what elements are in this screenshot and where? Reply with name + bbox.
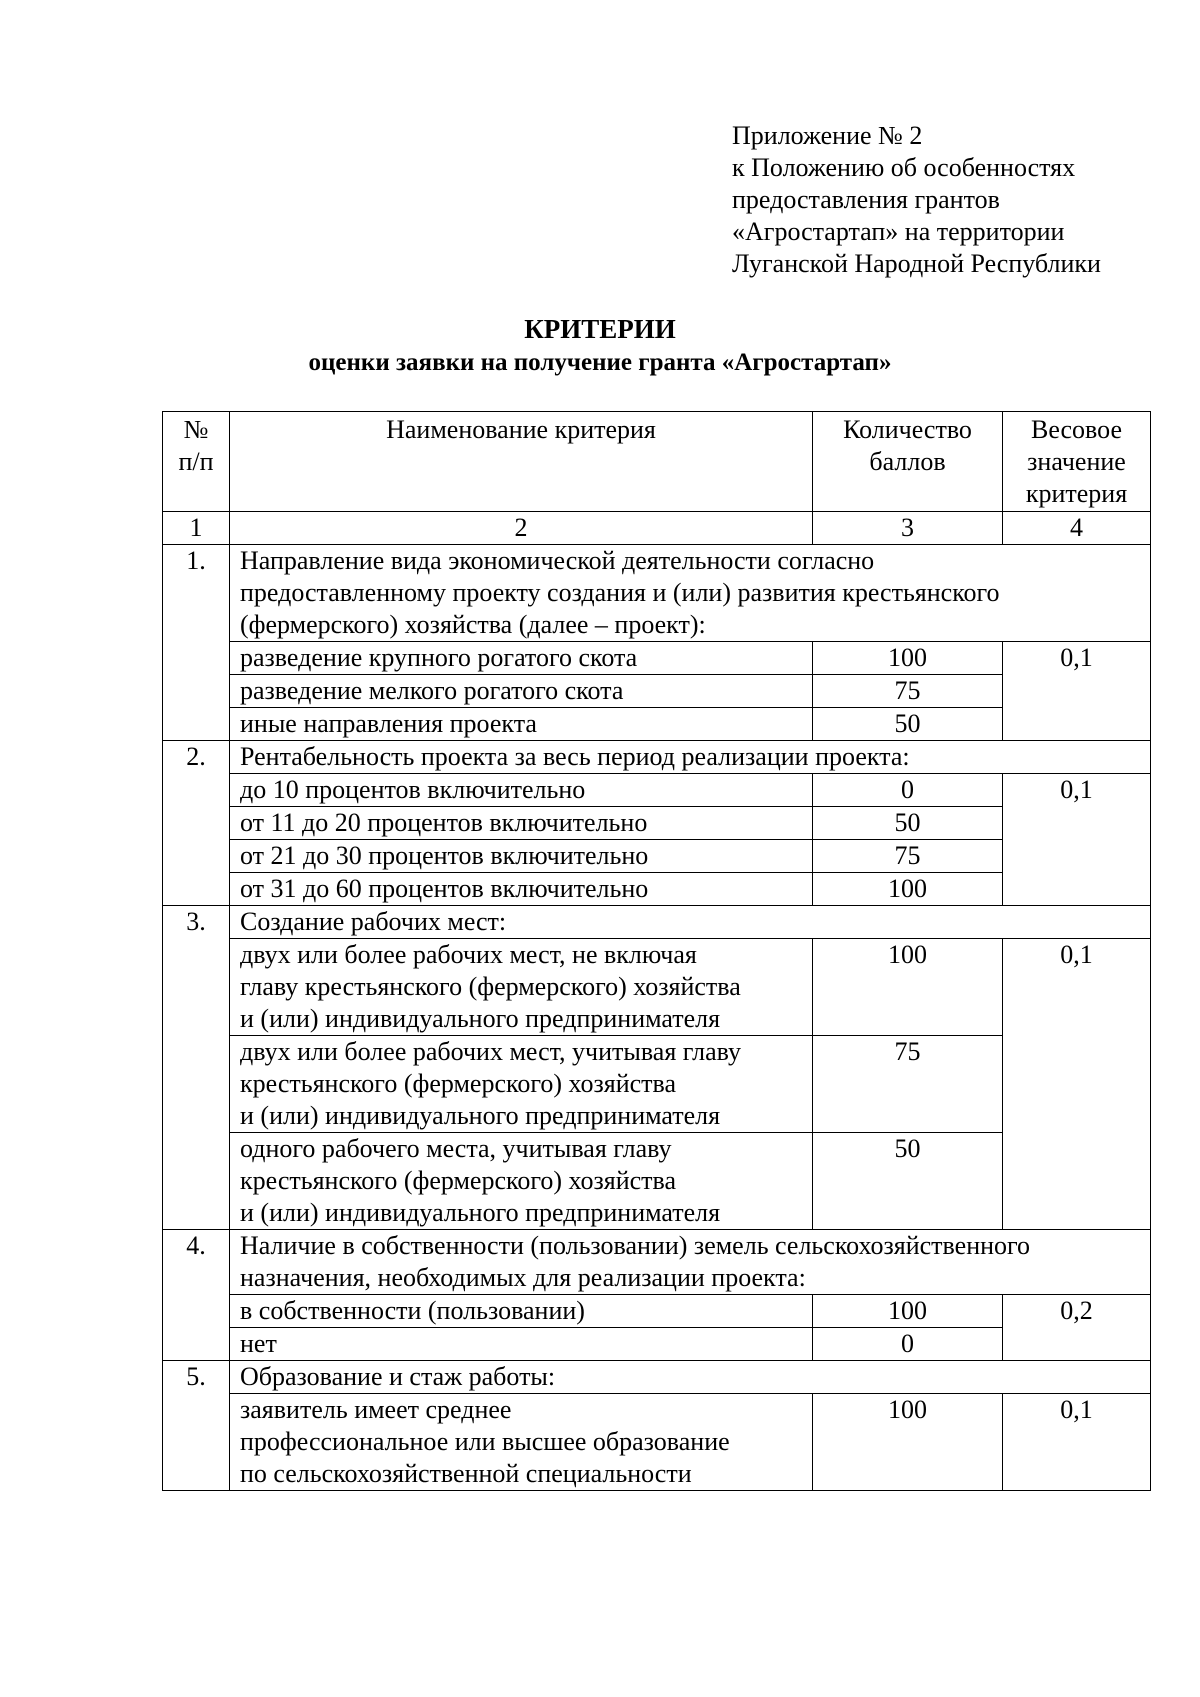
criterion-name	[230, 1394, 813, 1491]
column-number-row	[163, 512, 1151, 545]
section-title	[230, 1361, 1151, 1394]
criterion-points: 75	[813, 675, 1003, 708]
criterion-name-line: одного рабочего места, учитывая главу	[240, 1134, 672, 1163]
criterion-row	[163, 807, 1151, 840]
criterion-name: до 10 процентов включительно	[230, 774, 813, 807]
criterion-row	[163, 642, 1151, 675]
column-number: 1	[163, 512, 230, 545]
criterion-name-line: двух или более рабочих мест, учитывая главу	[240, 1037, 742, 1066]
section-title-line: Образование и стаж работы:	[240, 1362, 556, 1391]
criterion-weight: 0,1	[1003, 1394, 1151, 1491]
criterion-name-line: и (или) индивидуального предпринимателя	[240, 1004, 721, 1033]
criterion-name	[230, 1036, 813, 1133]
criterion-name: разведение крупного рогатого скота	[230, 642, 813, 675]
section-number: 1.	[163, 545, 230, 741]
criterion-name: нет	[230, 1328, 813, 1361]
criterion-points: 0	[813, 1328, 1003, 1361]
criterion-points: 50	[813, 1133, 1003, 1230]
section-title	[230, 906, 1151, 939]
criterion-points: 100	[813, 642, 1003, 675]
criterion-name	[230, 939, 813, 1036]
criterion-points: 75	[813, 840, 1003, 873]
header-name-text: Наименование критерия	[386, 415, 656, 444]
header-num-line: №	[183, 415, 209, 444]
criterion-row	[163, 708, 1151, 741]
section-title-line: предоставленному проекту создания и (или) развития крестьянского	[240, 578, 1000, 607]
criterion-name: разведение мелкого рогатого скота	[230, 675, 813, 708]
section-title-row	[163, 1230, 1151, 1295]
appendix-line: Приложение № 2	[732, 121, 923, 150]
header-points-line: баллов	[869, 447, 946, 476]
criterion-name: от 11 до 20 процентов включительно	[230, 807, 813, 840]
criterion-name: от 21 до 30 процентов включительно	[230, 840, 813, 873]
title-main: КРИТЕРИИ	[524, 314, 676, 344]
header-points-line: Количество	[843, 415, 972, 444]
criterion-row	[163, 840, 1151, 873]
appendix-line: Луганской Народной Республики	[732, 249, 1101, 278]
criterion-row	[163, 873, 1151, 906]
section-title-row	[163, 741, 1151, 774]
criterion-points: 75	[813, 1036, 1003, 1133]
column-number: 3	[813, 512, 1003, 545]
section-title	[230, 741, 1151, 774]
criterion-row	[163, 1328, 1151, 1361]
criterion-row	[163, 1394, 1151, 1491]
criterion-name-line: главу крестьянского (фермерского) хозяйства	[240, 972, 741, 1001]
criterion-points: 100	[813, 939, 1003, 1036]
criterion-points: 100	[813, 1295, 1003, 1328]
section-title	[230, 1230, 1151, 1295]
criterion-row	[163, 1133, 1151, 1230]
section-title	[230, 545, 1151, 642]
header-weight	[1003, 412, 1151, 512]
section-title-line: Рентабельность проекта за весь период реализации проекта:	[240, 742, 910, 771]
criterion-points: 50	[813, 708, 1003, 741]
criterion-name-line: двух или более рабочих мест, не включая	[240, 940, 697, 969]
criteria-table	[162, 411, 1151, 1491]
appendix-line: «Агростартап» на территории	[732, 217, 1065, 246]
section-title-line: (фермерского) хозяйства (далее – проект):	[240, 610, 706, 639]
section-title-row	[163, 906, 1151, 939]
header-name	[230, 412, 813, 512]
criterion-name: от 31 до 60 процентов включительно	[230, 873, 813, 906]
criterion-name: в собственности (пользовании)	[230, 1295, 813, 1328]
section-title-row	[163, 1361, 1151, 1394]
section-title-line: назначения, необходимых для реализации проекта:	[240, 1263, 806, 1292]
header-weight-line: критерия	[1025, 479, 1128, 508]
section-title-row	[163, 545, 1151, 642]
header-points	[813, 412, 1003, 512]
section-number: 2.	[163, 741, 230, 906]
criterion-row	[163, 1295, 1151, 1328]
criterion-weight: 0,2	[1003, 1295, 1151, 1361]
title-sub: оценки заявки на получение гранта «Агростартап»	[308, 349, 892, 376]
section-title-line: Создание рабочих мест:	[240, 907, 507, 936]
header-weight-line: Весовое	[1030, 415, 1123, 444]
criterion-row	[163, 1036, 1151, 1133]
criterion-name-line: и (или) индивидуального предпринимателя	[240, 1101, 721, 1130]
criterion-name-line: и (или) индивидуального предпринимателя	[240, 1198, 721, 1227]
section-title-line: Направление вида экономической деятельности согласно	[240, 546, 875, 575]
document-title	[0, 312, 1200, 380]
criterion-name-line: крестьянского (фермерского) хозяйства	[240, 1166, 677, 1195]
criterion-name-line: профессиональное или высшее образование	[240, 1427, 730, 1456]
criterion-weight: 0,1	[1003, 642, 1151, 741]
criterion-points: 50	[813, 807, 1003, 840]
section-number: 4.	[163, 1230, 230, 1361]
criterion-points: 0	[813, 774, 1003, 807]
appendix-note	[732, 120, 1101, 280]
criterion-row	[163, 939, 1151, 1036]
criterion-name-line: заявитель имеет среднее	[240, 1395, 512, 1424]
header-num-line: п/п	[178, 447, 214, 476]
column-number: 4	[1003, 512, 1151, 545]
header-row	[163, 412, 1151, 512]
criterion-row	[163, 675, 1151, 708]
column-number: 2	[230, 512, 813, 545]
section-number: 3.	[163, 906, 230, 1230]
section-number: 5.	[163, 1361, 230, 1491]
criterion-row	[163, 774, 1151, 807]
header-weight-line: значение	[1027, 447, 1126, 476]
section-title-line: Наличие в собственности (пользовании) земель сельскохозяйственного	[240, 1231, 1031, 1260]
appendix-line: предоставления грантов	[732, 185, 1000, 214]
header-num	[163, 412, 230, 512]
criterion-name	[230, 1133, 813, 1230]
criterion-points: 100	[813, 873, 1003, 906]
criterion-name-line: крестьянского (фермерского) хозяйства	[240, 1069, 677, 1098]
appendix-line: к Положению об особенностях	[732, 153, 1076, 182]
criterion-weight: 0,1	[1003, 774, 1151, 906]
criterion-name: иные направления проекта	[230, 708, 813, 741]
criterion-points: 100	[813, 1394, 1003, 1491]
criterion-weight: 0,1	[1003, 939, 1151, 1230]
criterion-name-line: по сельскохозяйственной специальности	[240, 1459, 692, 1488]
